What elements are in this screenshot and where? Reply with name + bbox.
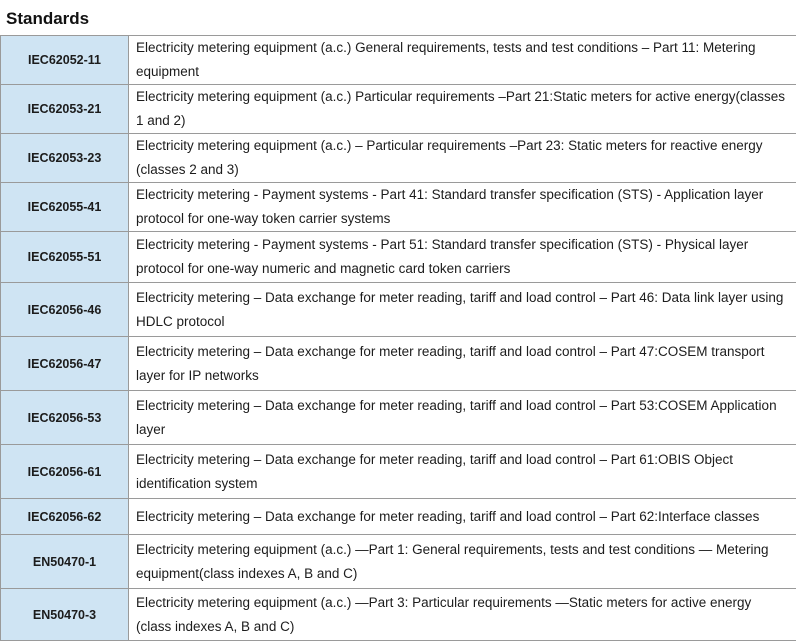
table-row [1,36,796,85]
standard-code: IEC62055-51 [1,232,129,283]
table-row [1,232,796,283]
standard-code: IEC62056-61 [1,445,129,499]
table-row [1,337,796,391]
standard-description: Electricity metering – Data exchange for meter reading, tariff and load control – Part 61:OBIS Object identification system [129,445,796,499]
standard-code: IEC62052-11 [1,36,129,85]
table-row [1,134,796,183]
standard-description: Electricity metering equipment (a.c.) – Particular requirements –Part 23: Static meters for reactive energy (classes 2 and 3) [129,134,796,183]
standard-description: Electricity metering – Data exchange for meter reading, tariff and load control – Part 47:COSEM transport layer for IP networks [129,337,796,391]
table-row [1,535,796,589]
standard-code: IEC62056-46 [1,283,129,337]
table-row [1,85,796,134]
page-title: Standards [6,8,89,30]
standard-code: IEC62055-41 [1,183,129,232]
standard-code: IEC62056-53 [1,391,129,445]
standard-description: Electricity metering equipment (a.c.) General requirements, tests and test conditions – Part 11: Metering equipment [129,36,796,85]
standard-description: Electricity metering - Payment systems - Part 41: Standard transfer specification (STS) - Application layer protocol for one-way token carrier systems [129,183,796,232]
standard-code: EN50470-1 [1,535,129,589]
standard-code: IEC62056-62 [1,499,129,535]
standard-description: Electricity metering equipment (a.c.) Particular requirements –Part 21:Static meters for active energy(classes 1 and 2) [129,85,796,134]
standard-description: Electricity metering – Data exchange for meter reading, tariff and load control – Part 62:Interface classes [129,499,796,535]
standard-description: Electricity metering - Payment systems - Part 51: Standard transfer specification (STS) - Physical layer protocol for one-way numeric and magnetic card token carriers [129,232,796,283]
standards-table [0,35,796,641]
standard-description: Electricity metering – Data exchange for meter reading, tariff and load control – Part 46: Data link layer using HDLC protocol [129,283,796,337]
table-row [1,283,796,337]
table-row [1,391,796,445]
standard-description: Electricity metering equipment (a.c.) —Part 3: Particular requirements —Static meters for active energy (class indexes A, B and C) [129,589,796,641]
standard-description: Electricity metering equipment (a.c.) —Part 1: General requirements, tests and test conditions — Metering equipment(class indexes A, B and C) [129,535,796,589]
standard-code: EN50470-3 [1,589,129,641]
standard-description: Electricity metering – Data exchange for meter reading, tariff and load control – Part 53:COSEM Application layer [129,391,796,445]
standard-code: IEC62056-47 [1,337,129,391]
table-row [1,445,796,499]
standard-code: IEC62053-21 [1,85,129,134]
standard-code: IEC62053-23 [1,134,129,183]
table-row [1,499,796,535]
table-row [1,183,796,232]
table-row [1,589,796,641]
